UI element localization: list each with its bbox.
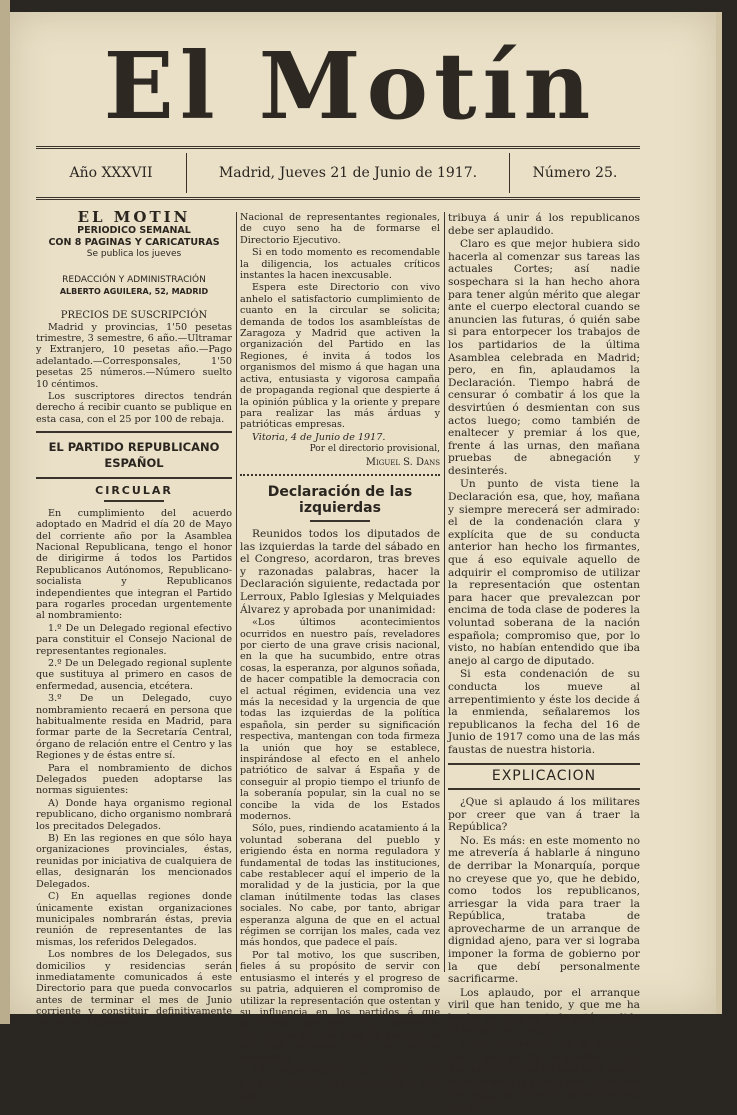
box-subtitle: PERIODICO SEMANAL (77, 225, 191, 237)
paragraph: Nacional de representantes regionales, de cuyo seno ha de formarse el Directorio Ejecutivo. (240, 212, 440, 246)
paragraph: C) En aquellas regiones donde únicamente existan organizaciones municipales nombrarán éstas, previa reunión de representantes de las mismas, los referidos Delegados. (36, 891, 232, 948)
short-divider (104, 500, 164, 502)
paragraph: 3.º De un Delegado, cuyo nombramiento recaerá en persona que habitualmente resida en Madrid, para formar parte de la Secretaría Central, órgano de relación entre el Centro y las Regiones y de éstas entre sí. (36, 693, 232, 762)
paragraph: Y los secundaría en la modesta parte que ya me es posible, si un día, convencidos de que sólo puede regenerarse la Patria por el camino que sigo, se echaran resueltamente por él. (448, 1038, 640, 1114)
paragraph: Para el nombramiento de dichos Delegados pueden adoptarse las normas siguientes: (36, 762, 232, 797)
signature-name: Miguel S. Dans (365, 456, 440, 468)
precios-title: PRECIOS DE SUSCRIPCIÓN (60, 310, 208, 322)
explicacion-title: EXPLICACION (491, 767, 597, 784)
issue-number: Número 25. (532, 165, 618, 181)
paragraph: Por tal motivo, los que suscriben, fieles á su propósito de servir con entusiasmo el interés y el progreso de su patria, adquieren el compromiso de utilizar la representación que ostentan y su influencia en los partidos á que pertenecen para hacer que prevalezca, por encima de toda clase de poderes, la voluntad soberana de la nación española.» (240, 949, 440, 1064)
column-3 (448, 212, 640, 1115)
paragraph: Si esta condenación de su conducta los mueve al arrepentimiento y éste los decide á la enmienda, señalaremos los republicanos la fecha del 16 de Junio de 1917 como una de las más faustas de nuestra historia. (448, 668, 640, 756)
circular-title: CIRCULAR (95, 484, 173, 498)
paragraph: Si en todo momento es recomendable la diligencia, los actuales críticos instantes la hacen inexcusable. (240, 247, 440, 282)
paragraph: Reunidos todos los diputados de las izquierdas la tarde del sábado en el Congreso, acordaron, tras breves y razonadas palabras, hacer la Declaración siguiente, redactada por Lerroux, Pablo Iglesias y Melquiades Álvarez y aprobada por unanimidad: (240, 527, 440, 616)
section-divider (36, 431, 232, 433)
paragraph: ¿Que si aplaudo á los militares por creer que van á traer la República? (448, 795, 640, 834)
paragraph: No. Es más: en este momento no me atrevería á hablarle á ninguno de derribar la Monarquía, porque no creyese que yo, que he debido, como todos los republicanos, arriesgar la vida para traer la República, trataba de aprovecharme de un arranque de dignidad ajeno, para ver si lograba imponer la forma de gobierno por la que debí personalmente sacrificarme. (448, 834, 640, 986)
declaracion-title: Declaración de las izquierdas (267, 483, 413, 516)
partido-title: EL PARTIDO REPUBLICANO ESPAÑOL (48, 440, 220, 471)
paragraph: Un punto de vista tiene la Declaración esa, que, hoy, mañana y siempre merecerá ser admirado: el de la condenación clara y explícita que de su conducta anterior han hecho los firmantes, que á eso equivale aquello de adquirir el compromiso de utilizar la representación que ostentan para hacer que prevalezcan por encima de toda clase de poderes la voluntad soberana de la nación española; compromiso que, por lo visto, no habían entendido que iba anejo al cargo de diputado. (448, 478, 640, 667)
section-divider (36, 477, 232, 479)
box-title: EL MOTIN (77, 208, 191, 226)
box-schedule: Se publica los jueves (86, 249, 182, 260)
paragraph: tribuya á unir á los republicanos debe ser aplaudido. (448, 212, 640, 237)
ornamental-divider (240, 474, 440, 478)
paragraph: Sólo, pues, rindiendo acatamiento á la voluntad soberana del pueblo y erigiendo ésta en norma reguladora y fundamental de todas las instituciones, cabe restablecer aquí el imperio de la moralidad y de la justicia, por la que claman inútilmente todas las clases sociales. No cabe, por tanto, abrigar esperanza alguna de que en el actual régimen se corrijan los males, cada vez más hondos, que padece el país. (240, 823, 440, 949)
section-divider (448, 763, 640, 765)
issue-date: Madrid, Jueves 21 de Junio de 1917. (218, 165, 478, 181)
precios-text: Madrid y provincias, 1'50 pesetas trimestre, 3 semestre, 6 año.—Ultramar y Extranjero, 10 pesetas año.—Pago adelantado.—Corresponsales, 1'50 pesetas 25 números.—Número suelto 10 céntimos. (36, 321, 232, 390)
paragraph: A) Donde haya organismo regional republicano, dicho organismo nombrará los precitados Delegados. (36, 797, 232, 832)
paragraph: 2.º De un Delegado regional suplente que sustituya al primero en casos de enfermedad, ausencia, etcétera. (36, 657, 232, 692)
redaccion-label: REDACCIÓN Y ADMINISTRACIÓN (62, 274, 206, 285)
short-divider (310, 520, 370, 522)
paragraph: 1.º De un Delegado regional efectivo para constituir el Consejo Nacional de representantes regionales. (36, 622, 232, 657)
column-rule (444, 212, 445, 972)
issue-info-bar (36, 146, 640, 200)
box-subtitle: CON 8 PAGINAS Y CARICATURAS (48, 237, 220, 249)
paragraph: Claro es que mejor hubiera sido hacerla al comenzar sus tareas las actuales Cortes; así nadie sospechara si la han hecho ahora para tener algún mérito que alegar ante el cuerpo electoral cuando se anuncien las futuras, ó quién sabe si para entorpecer los trabajos de los partidarios de la última Asamblea celebrada en Madrid; pero, en fin, aplaudamos la Declaración. Tiempo habrá de censurar ó combatir á los que la desvirtúen ó desmientan con sus actos luego; como también de enaltecer y premiar á los que, frente á las urnas, den mañana pruebas de abnegación y desinterés. (448, 238, 640, 477)
signature-label: Por el directorio provisional, (309, 444, 440, 455)
column-rule (236, 212, 237, 972)
address: ALBERTO AGUILERA, 52, MADRID (59, 287, 209, 297)
suscriptores-text: Los suscriptores directos tendrán derecho á recibir cuanto se publique en esta casa, con el 25 por 100 de rebaja. (36, 391, 232, 425)
dateline: Vitoria, 4 de Junio de 1917. (252, 431, 386, 443)
issue-year: Año XXXVII (69, 165, 153, 181)
column-2 (240, 212, 440, 1104)
paragraph: B) En las regiones en que sólo haya organizaciones provinciales, éstas, reunidas por iniciativa de cualquiera de ellas, designarán los mencionados Delegados. (36, 833, 232, 890)
paragraph: Espera este Directorio con vivo anhelo el satisfactorio cumplimiento de cuanto en la circular se solicita; demanda de todos los asambleístas de Zaragoza y Madrid que activen la organización del Partido en las Regiones, é invita á todos los organismos del mismo á que hagan una activa, entusiasta y vigorosa campaña de propaganda regional que despierte á la opinión pública y la oriente y prepare para realizar las más árduas y patrióticas empresas. (240, 282, 440, 431)
column-1 (36, 208, 232, 1030)
binding-edge (0, 0, 10, 1024)
paragraph: En cumplimiento del acuerdo adoptado en Madrid el día 20 de Mayo del corriente año por la Asamblea Nacional Republicana, tengo el honor de dirigirme á todos los Partidos Republicanos Autónomos, Republicano-socialista y Republicanos independientes que integran el Partido para rogarles procedan urgentemente al nombramiento: (36, 507, 232, 622)
section-divider (448, 788, 640, 790)
paragraph: Los aplaudo, por el arranque viril que han tenido, y que me ha hecho ver que no todo está perdido ni muerto en España. (448, 986, 640, 1037)
paragraph: La declaración es digna de aplauso, ¿quién lo duda? Todo lo que con- (240, 1064, 440, 1103)
paragraph: Los nombres de los Delegados, sus domicilios y residencias serán inmediatamente comunicados á este Directorio para que pueda convocarlos antes de terminar el mes de Junio corriente y constituir definitivamente con ellos el Consejo (36, 949, 232, 1029)
paragraph: «Los últimos acontecimientos ocurridos en nuestro país, reveladores por cierto de una grave crisis nacional, en la que ha sucumbido, entre otras cosas, la esperanza, por algunos soñada, de hacer compatible la democracia con el actual régimen, evidencia una vez más la necesidad y la urgencia de que todas las izquierdas de la política española, sin perder su significación respectiva, mantengan con toda firmeza la unión que hoy se establece, inspirándose al efecto en el anhelo patriótico de salvar á España y de conseguir al propio tiempo el triunfo de la soberanía popular, sin la cual no se concibe la vida de los Estados modernos. (240, 617, 440, 822)
masthead-title: El Motín (103, 32, 597, 140)
